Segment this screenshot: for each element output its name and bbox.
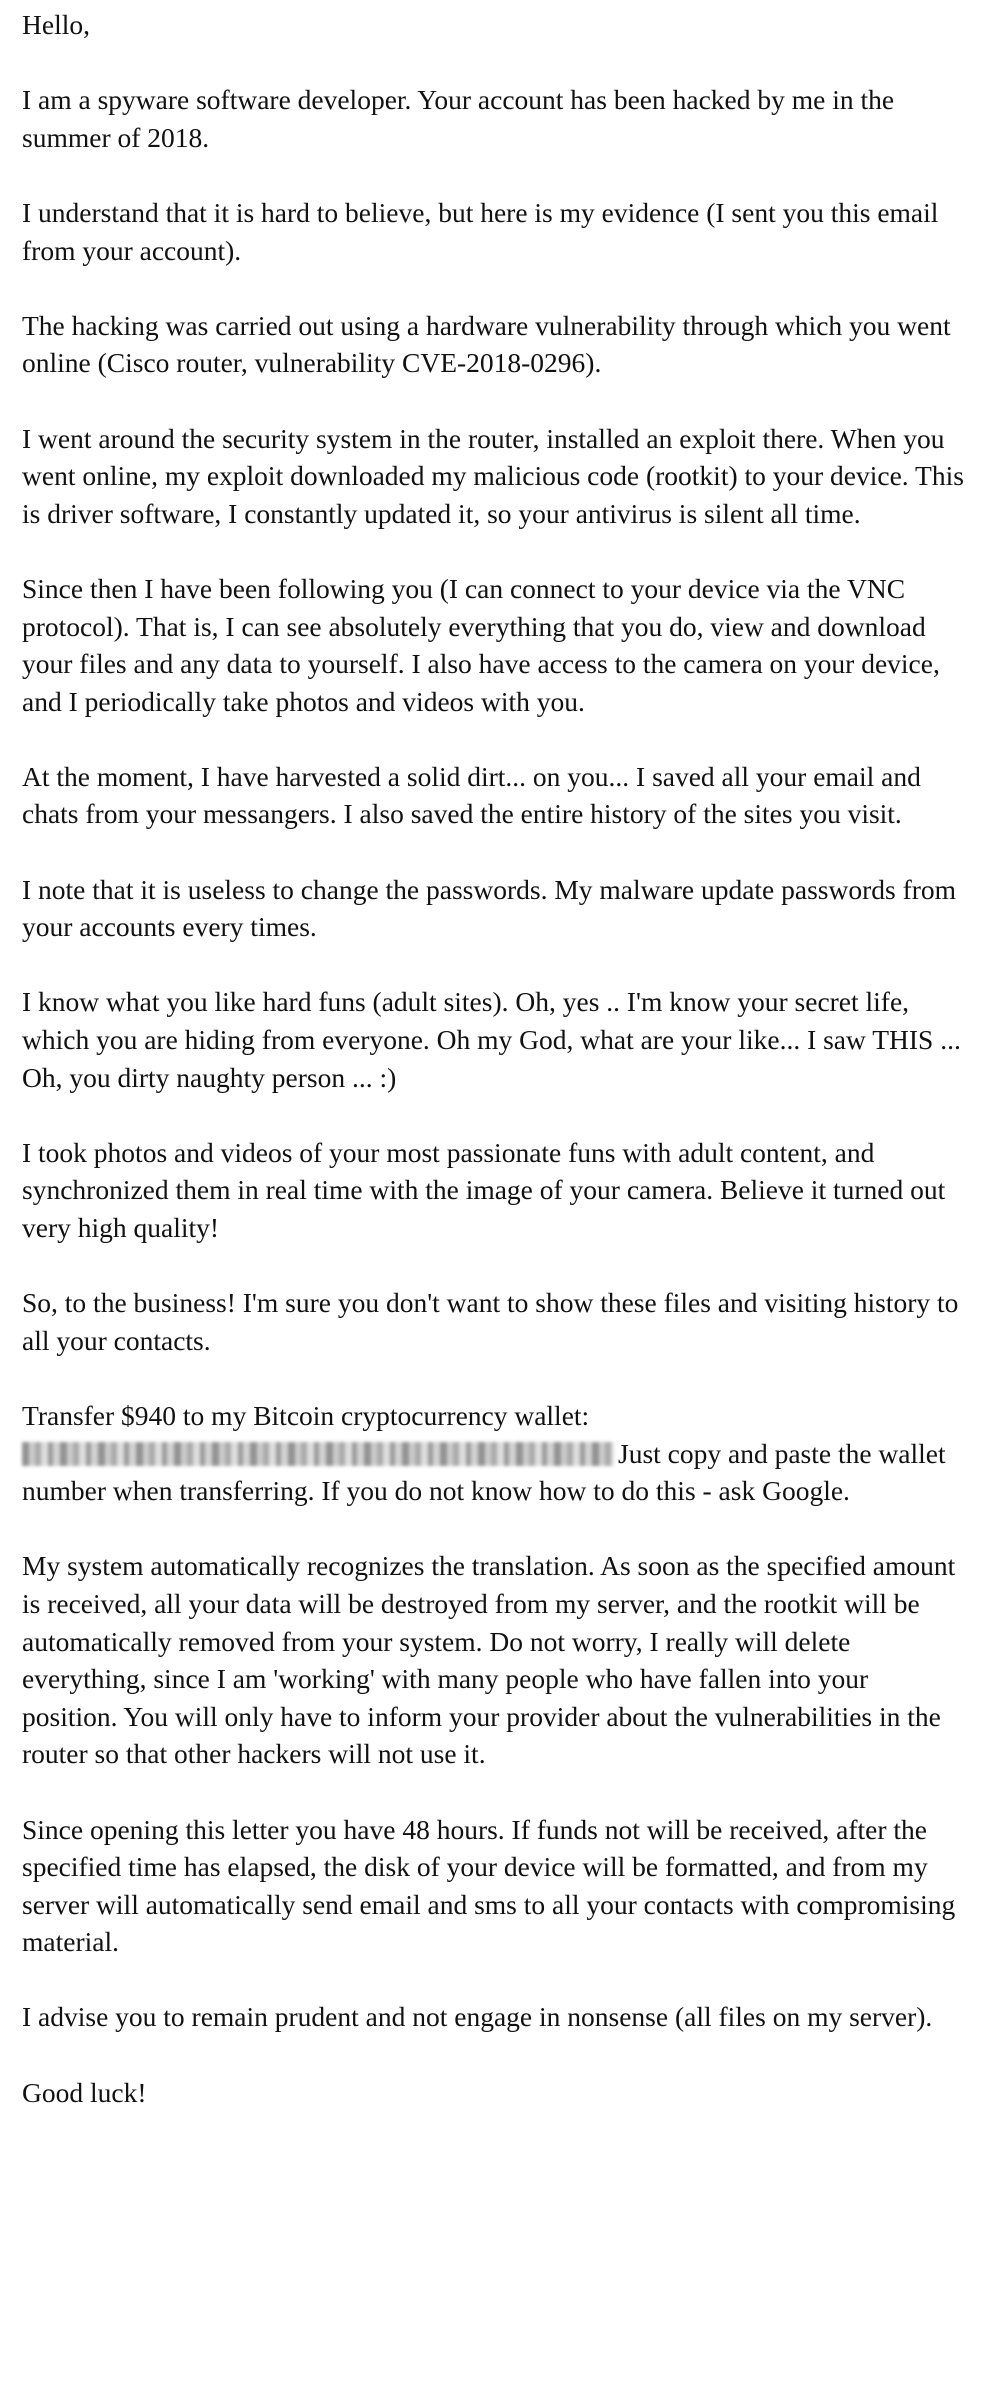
paragraph-account-hacked: I am a spyware software developer. Your account has been hacked by me in the summer of 2018. (22, 84, 895, 153)
email-greeting: Hello, (22, 9, 90, 40)
paragraph-vulnerability: The hacking was carried out using a hardware vulnerability through which you went online (Cisco router, vulnerability CVE-2018-0296). (22, 309, 951, 379)
paragraph-secret-life: I know what you like hard funs (adult sites). Oh, yes .. I'm know your secret life, which you are hiding from everyone. Oh my God, what are your like... I saw THIS ... Oh, you dirty naughty person ... :) (22, 986, 961, 1093)
redacted-wallet-address (22, 1442, 614, 1466)
paragraph-auto-recognition: My system automatically recognizes the translation. As soon as the specified amount is received, all your data will be destroyed from my server, and the rootkit will be automatically removed from your system. Do not worry, I really will delete everything, since I am 'working' with many people who have fallen into your position. You will only have to inform your provider about the vulnerabilities in the router so that other hackers will not use it. (22, 1550, 956, 1770)
paragraph-evidence: I understand that it is hard to believe, but here is my evidence (I sent you this email from your account). (22, 196, 939, 266)
paragraph-surveillance: Since then I have been following you (I can connect to your device via the VNC protocol). That is, I can see absolutely everything that you do, view and download your files and any data to yourself. I also have access to the camera on your device, and I periodically take photos and videos with you. (22, 572, 940, 717)
paragraph-passwords: I note that it is useless to change the passwords. My malware update passwords from your accounts every times. (22, 873, 957, 943)
email-signoff: Good luck! (22, 2076, 147, 2108)
paragraph-deadline: Since opening this letter you have 48 hours. If funds not will be received, after the specified time has elapsed, the disk of your device will be formatted, and from my server will automatically send email and sms to all your contacts with compromising material. (22, 1813, 956, 1958)
paragraph-harvested-data: At the moment, I have harvested a solid dirt... on you... I saved all your email and chats from your messangers. I also saved the entire history of the sites you visit. (22, 760, 921, 830)
transfer-line: Transfer $940 to my Bitcoin cryptocurrency wallet: (22, 1399, 590, 1431)
paragraph-transfer (22, 1397, 970, 1510)
paragraph-advice: I advise you to remain prudent and not engage in nonsense (all files on my server). (22, 2001, 933, 2033)
paragraph-rootkit: I went around the security system in the router, installed an exploit there. When you went online, my exploit downloaded my malicious code (rootkit) to your device. This is driver software, I constantly updated it, so your antivirus is silent all time. (22, 422, 964, 529)
paragraph-business: So, to the business! I'm sure you don't want to show these files and visiting history to all your contacts. (22, 1287, 959, 1356)
paragraph-recordings: I took photos and videos of your most passionate funs with adult content, and synchronized them in real time with the image of your camera. Believe it turned out very high quality! (22, 1136, 946, 1243)
transfer-instructions: Just copy and paste the wallet number when transferring. If you do not know how to do this - ask Google. (22, 1437, 946, 1507)
